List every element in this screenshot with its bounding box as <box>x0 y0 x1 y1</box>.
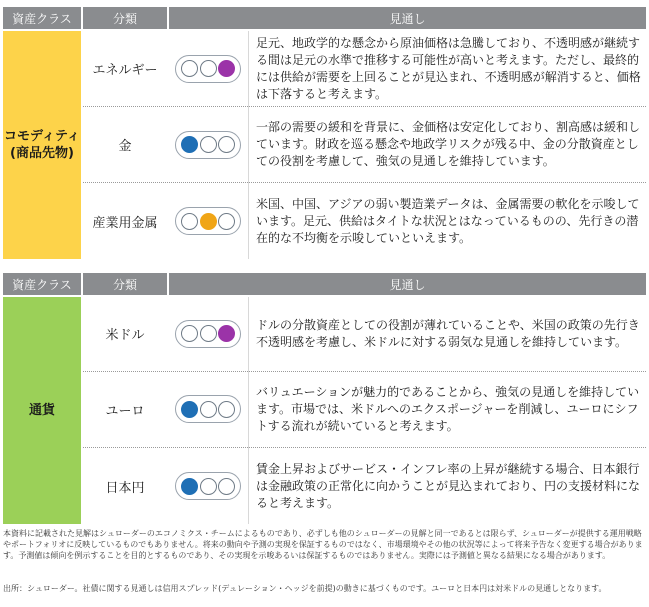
signal-off-icon <box>181 60 198 77</box>
signal-on-orange-icon <box>200 213 217 230</box>
outlook-industrial-metals <box>250 183 644 259</box>
disclaimer-text: 本資料に記載された見解はシュローダーのエコノミクス・チームによるものであり、必ずしも他のシュローダーの見解と同一であるとは限らず、シュローダーが提供する運用戦略やポートフォリオに反映しているものでもありません。将来の動向や予測の実現を保証するものではなく、市場環境やその他の状況等によって将来予告なく変更する場合があります。予測値は傾向を例示することを目的とするものであり、その実現を示唆あるいは保証するものではありません。実際には予測値と異なる結果になる場合があります。 <box>3 529 643 560</box>
signal-off-icon <box>218 213 235 230</box>
signal-off-icon <box>200 478 217 495</box>
traffic-light-positive-icon <box>175 131 241 159</box>
signal-on-blue-icon <box>181 401 198 418</box>
asset-class-currency: 通貨 <box>3 297 81 524</box>
signal-eur <box>169 372 247 446</box>
header-asset-class: 資産クラス <box>3 7 81 29</box>
signal-off-icon <box>181 325 198 342</box>
header-category: 分類 <box>83 273 167 295</box>
signal-industrial-metals <box>169 183 247 259</box>
outlook-text: バリュエーションが魅力的であることから、強気の見通しを維持しています。市場では、米ドルへのエクスポージャーを削減し、ユーロにシフトする流れが続いていると考えます。 <box>256 384 640 433</box>
signal-gold <box>169 107 247 182</box>
signal-usd <box>169 297 247 370</box>
outlook-eur <box>250 372 644 446</box>
category-energy: エネルギー <box>83 31 167 106</box>
category-jpy: 日本円 <box>83 448 167 524</box>
traffic-light-negative-icon <box>175 320 241 348</box>
signal-off-icon <box>218 136 235 153</box>
outlook-text: 賃金上昇およびサービス・インフレ率の上昇が継続する場合、日本銀行は金融政策の正常化に向かうことが見込まれており、円の支援材料になると考えます。 <box>256 461 641 510</box>
signal-off-icon <box>200 325 217 342</box>
footnote-disclaimer <box>3 528 646 561</box>
category-eur: ユーロ <box>83 372 167 446</box>
traffic-light-negative-icon <box>175 55 241 83</box>
header-asset-class: 資産クラス <box>3 273 81 295</box>
signal-energy <box>169 31 247 106</box>
signal-on-purple-icon <box>218 325 235 342</box>
outlook-gold <box>250 107 644 182</box>
outlook-jpy <box>250 448 644 524</box>
category-industrial-metals: 産業用金属 <box>83 183 167 259</box>
outlook-energy <box>250 31 644 106</box>
outlook-text: 足元、地政学的な懸念から原油価格は急騰しており、不透明感が継続する間は足元の水準で推移する可能性が高いと考えます。ただし、最終的には供給が需要を上回ることが見込まれ、不透明感が解消すると、価格は下落すると考えます。 <box>256 35 641 101</box>
signal-off-icon <box>218 478 235 495</box>
category-gold: 金 <box>83 107 167 182</box>
signal-on-purple-icon <box>218 60 235 77</box>
header-category: 分類 <box>83 7 167 29</box>
outlook-text: 米国、中国、アジアの弱い製造業データは、金属需要の軟化を示唆しています。足元、供給はタイトな状況とはなっているものの、先行きの潜在的な不均衡を示唆していといえます。 <box>256 196 640 245</box>
traffic-light-positive-icon <box>175 395 241 423</box>
outlook-text: 一部の需要の緩和を背景に、金価格は安定化しており、割高感は緩和しています。財政を巡る懸念や地政学リスクが残る中、金の分散資産としての役割を考慮して、強気の見通しを維持しています。 <box>256 120 641 168</box>
signal-jpy <box>169 448 247 524</box>
signal-on-blue-icon <box>181 478 198 495</box>
signal-off-icon <box>200 136 217 153</box>
header-outlook: 見通し <box>169 273 646 295</box>
traffic-light-neutral-icon <box>175 207 241 235</box>
signal-off-icon <box>200 60 217 77</box>
category-usd: 米ドル <box>83 297 167 370</box>
traffic-light-positive-icon <box>175 472 241 500</box>
source-text: 出所：シュローダー。社債に関する見通しは信用スプレッド(デュレーション・ヘッジを前提)の動きに基づくものです。ユーロと日本円は対米ドルの見通しとなります。 <box>3 584 607 593</box>
footnote-source <box>3 583 646 594</box>
header-outlook: 見通し <box>169 7 646 29</box>
signal-off-icon <box>218 401 235 418</box>
signal-off-icon <box>181 213 198 230</box>
asset-class-commodity: コモディティ (商品先物) <box>3 31 81 259</box>
outlook-text: ドルの分散資産としての役割が薄れていることや、米国の政策の先行き不透明感を考慮し、米ドルに対する弱気な見通しを維持しています。 <box>256 317 640 349</box>
signal-on-blue-icon <box>181 136 198 153</box>
outlook-usd <box>250 297 644 370</box>
signal-off-icon <box>200 401 217 418</box>
